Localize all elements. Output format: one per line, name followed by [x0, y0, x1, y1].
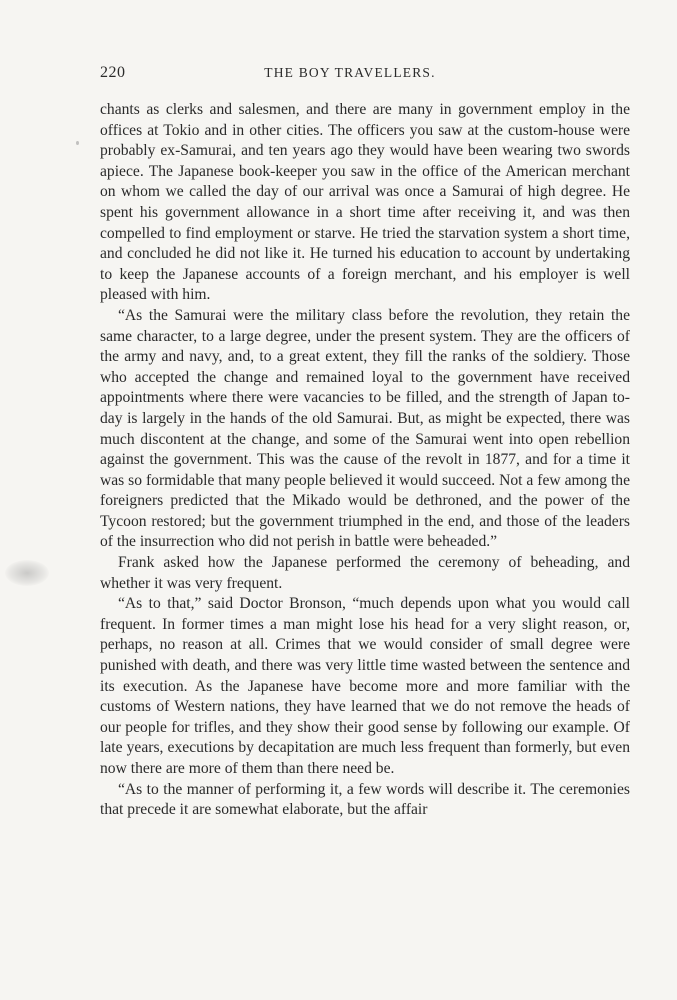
page-header — [100, 64, 600, 86]
paragraph: “As the Samurai were the military class before the revolution, they retain the same character, to a large degree, under the present system. They are the officers of the army and navy, and, to a great extent, they fill the ranks of the soldiery. Those who accepted the change and remained loyal to the government have received appointments where there were vacancies to be filled, and the strength of Japan to-day is largely in the hands of the old Samurai. But, as might be expected, there was much discontent at the change, and some of the Samurai went into open rebellion against the government. This was the cause of the revolt in 1877, and for a time it was so formidable that many people believed it would succeed. Not a few among the foreigners predicted that the Mikado would be dethroned, and the power of the Tycoon restored; but the government triumphed in the end, and those of the leaders of the insurrection who did not perish in battle were beheaded.” — [100, 306, 630, 551]
paragraph: “As to that,” said Doctor Bronson, “much depends upon what you would call frequent. In former times a man might lose his head for a very slight reason, or, perhaps, no reason at all. Crimes that we would consider of small degree were punished with death, and there was very little time wasted between the sentence and its execution. As the Japanese have become more and more familiar with the customs of Western nations, they have learned that we do not remove the heads of our people for trifles, and they show their good sense by following our example. Of late years, executions by decapitation are much less frequent than formerly, but even now there are more of them than there need be. — [100, 595, 630, 777]
paragraph: chants as clerks and salesmen, and there are many in government employ in the offices at Tokio and in other cities. The officers you saw at the custom-house were probably ex-Samurai, and ten years ago they would have been wearing two swords apiece. The Japanese book-keeper you saw in the office of the American merchant on whom we called the day of our arrival was once a Samurai of high degree. He spent his government allowance in a short time after receiving it, and was then compelled to find employment or starve. He tried the starvation system a short time, and concluded he did not like it. He turned his education to account by undertaking to keep the Japanese accounts of a foreign merchant, and his employer is well pleased with him. — [100, 101, 630, 304]
paragraph: “As to the manner of performing it, a few words will describe it. The ceremonies that precede it are somewhat elaborate, but the affair — [100, 780, 630, 819]
ink-smudge — [5, 560, 49, 586]
paper-speck — [76, 141, 79, 145]
running-head: THE BOY TRAVELLERS. — [264, 65, 436, 80]
paragraph: Frank asked how the Japanese performed the ceremony of beheading, and whether it was very frequent. — [100, 554, 630, 592]
page-number: 220 — [100, 64, 126, 81]
body-text — [100, 100, 630, 821]
